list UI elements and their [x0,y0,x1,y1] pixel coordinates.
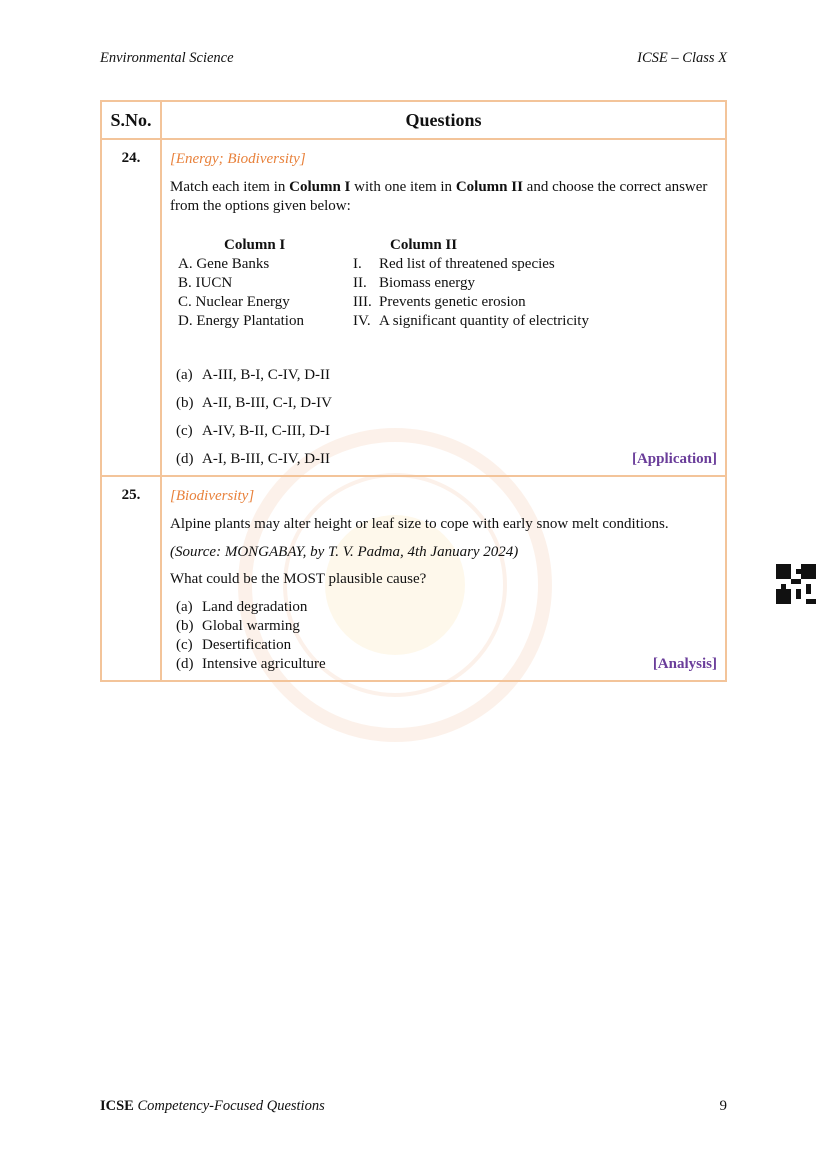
question-body [161,476,726,681]
cognitive-level-tag: [Analysis] [652,656,717,672]
column-two-item: III. Prevents genetic erosion [353,294,526,310]
cognitive-level-tag: [Application] [631,451,717,467]
column-header-questions: Questions [161,101,726,139]
question-prompt: What could be the MOST plausible cause? [170,571,427,587]
column-two-item: IV. A significant quantity of electricity [353,313,589,329]
column-header-sno: S.No. [101,101,161,139]
answer-options [176,598,717,674]
answer-option: (b) A-II, B-III, C-I, D-IV [176,395,332,411]
column-one [178,236,353,331]
question-number: 24. [101,139,161,476]
page-number: 9 [719,1098,727,1114]
answer-options [176,366,717,469]
footer-title: ICSE Competency-Focused Questions [100,1098,325,1114]
column-two-item: I. Red list of threatened species [353,256,555,272]
question-source: (Source: MONGABAY, by T. V. Padma, 4th January 2024) [170,544,519,560]
column-two [353,236,653,331]
answer-option: (b) Global warming [176,618,300,634]
answer-option: (a) A-III, B-I, C-IV, D-II [176,367,331,383]
question-row-25 [101,476,726,681]
column-one-item: C. Nuclear Energy [178,294,290,310]
column-two-title: Column II [390,237,458,253]
header-subject: Environmental Science [100,50,234,66]
answer-option: (d) Intensive agriculture [Analysis] [176,656,717,672]
column-one-title: Column I [224,237,286,253]
answer-option: (a) Land degradation [176,599,308,615]
column-one-item: B. IUCN [178,275,233,291]
question-stem: Match each item in Column I with one item in Column II and choose the correct answer from the options given below: [170,179,708,214]
answer-option: (c) A-IV, B-II, C-III, D-I [176,423,331,439]
question-row-24 [101,139,726,476]
column-one-item: A. Gene Banks [178,256,270,272]
answer-option: (d) A-I, B-III, C-IV, D-II [Application] [176,451,717,467]
question-topic: [Energy; Biodiversity] [170,151,306,167]
qr-code-icon[interactable] [776,564,816,604]
answer-option: (c) Desertification [176,637,292,653]
question-stem: Alpine plants may alter height or leaf size to cope with early snow melt conditions. [170,516,669,532]
column-two-item: II. Biomass energy [353,275,475,291]
question-body [161,139,726,476]
header-class: ICSE – Class X [637,50,727,66]
questions-table [100,100,727,682]
column-one-item: D. Energy Plantation [178,313,304,329]
question-topic: [Biodiversity] [170,488,255,504]
question-number: 25. [101,476,161,681]
match-columns [178,236,717,331]
